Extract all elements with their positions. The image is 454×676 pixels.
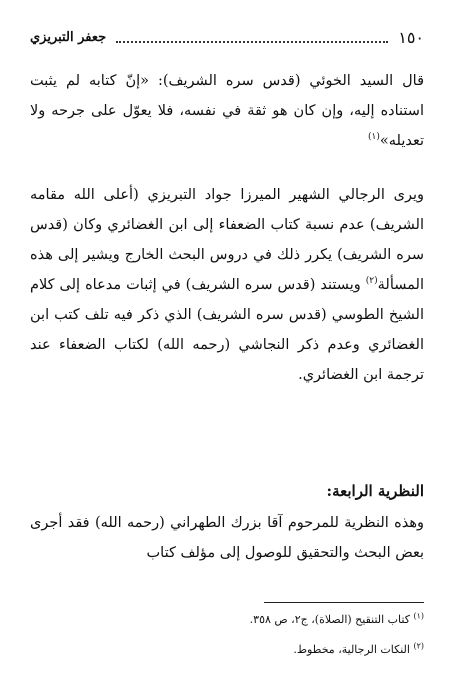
footnote-ref-1[interactable]: (١) xyxy=(368,132,380,143)
footnote-1 xyxy=(30,612,424,628)
footnote-2-text: النكات الرجالية، مخطوط. xyxy=(293,643,410,656)
section-heading: النظرية الرابعة: xyxy=(326,482,424,500)
paragraph-2-text-a: ويرى الرجالي الشهير الميرزا جواد التبريزي (أعلى الله مقامه الشريف) عدم نسبة كتاب الضعفاء إلى ابن الغضائري وكان (قدس سره الشريف) يكرر ذلك في دروس البحث الخارج ويشير إلى هذه المسألة xyxy=(30,187,424,293)
header-dotted-leader xyxy=(116,31,388,43)
footnote-2-number: (٢) xyxy=(413,641,424,651)
paragraph-2 xyxy=(30,180,424,390)
paragraph-3 xyxy=(30,508,424,568)
running-title: جعفر التبريزي xyxy=(30,29,107,45)
paragraph-1 xyxy=(30,66,424,156)
page-number: ١٥٠ xyxy=(398,27,424,47)
paragraph-1-text: قال السيد الخوئي (قدس سره الشريف): «إنّ كتابه لم يثبت استناده إليه، وإن كان هو ثقة في نفسه، فلا يعوّل على جرحه ولا تعديله» xyxy=(30,73,424,149)
footnote-ref-2[interactable]: (٢) xyxy=(365,276,378,287)
footnote-divider xyxy=(264,602,424,603)
footnote-2 xyxy=(30,642,424,658)
paragraph-2-text-b: ويستند (قدس سره الشريف) في إثبات مدعاه إلى كلام الشيخ الطوسي (قدس سره الشريف) الذي ذكر فيه تلف كتب ابن الغضائري وعدم ذكر النجاشي (رحمه الله) لكتاب الضعفاء عند ترجمة ابن الغضائري. xyxy=(30,277,424,383)
footnote-1-text: كتاب التنقيح (الصلاة)، ج٢، ص ٣٥٨. xyxy=(249,613,410,626)
running-header xyxy=(30,26,424,48)
footnote-1-number: (١) xyxy=(413,611,424,621)
paragraph-3-text: وهذه النظرية للمرحوم آقا بزرك الطهراني (رحمه الله) فقد أجرى بعض البحث والتحقيق للوصول إلى مؤلف كتاب xyxy=(30,515,424,561)
